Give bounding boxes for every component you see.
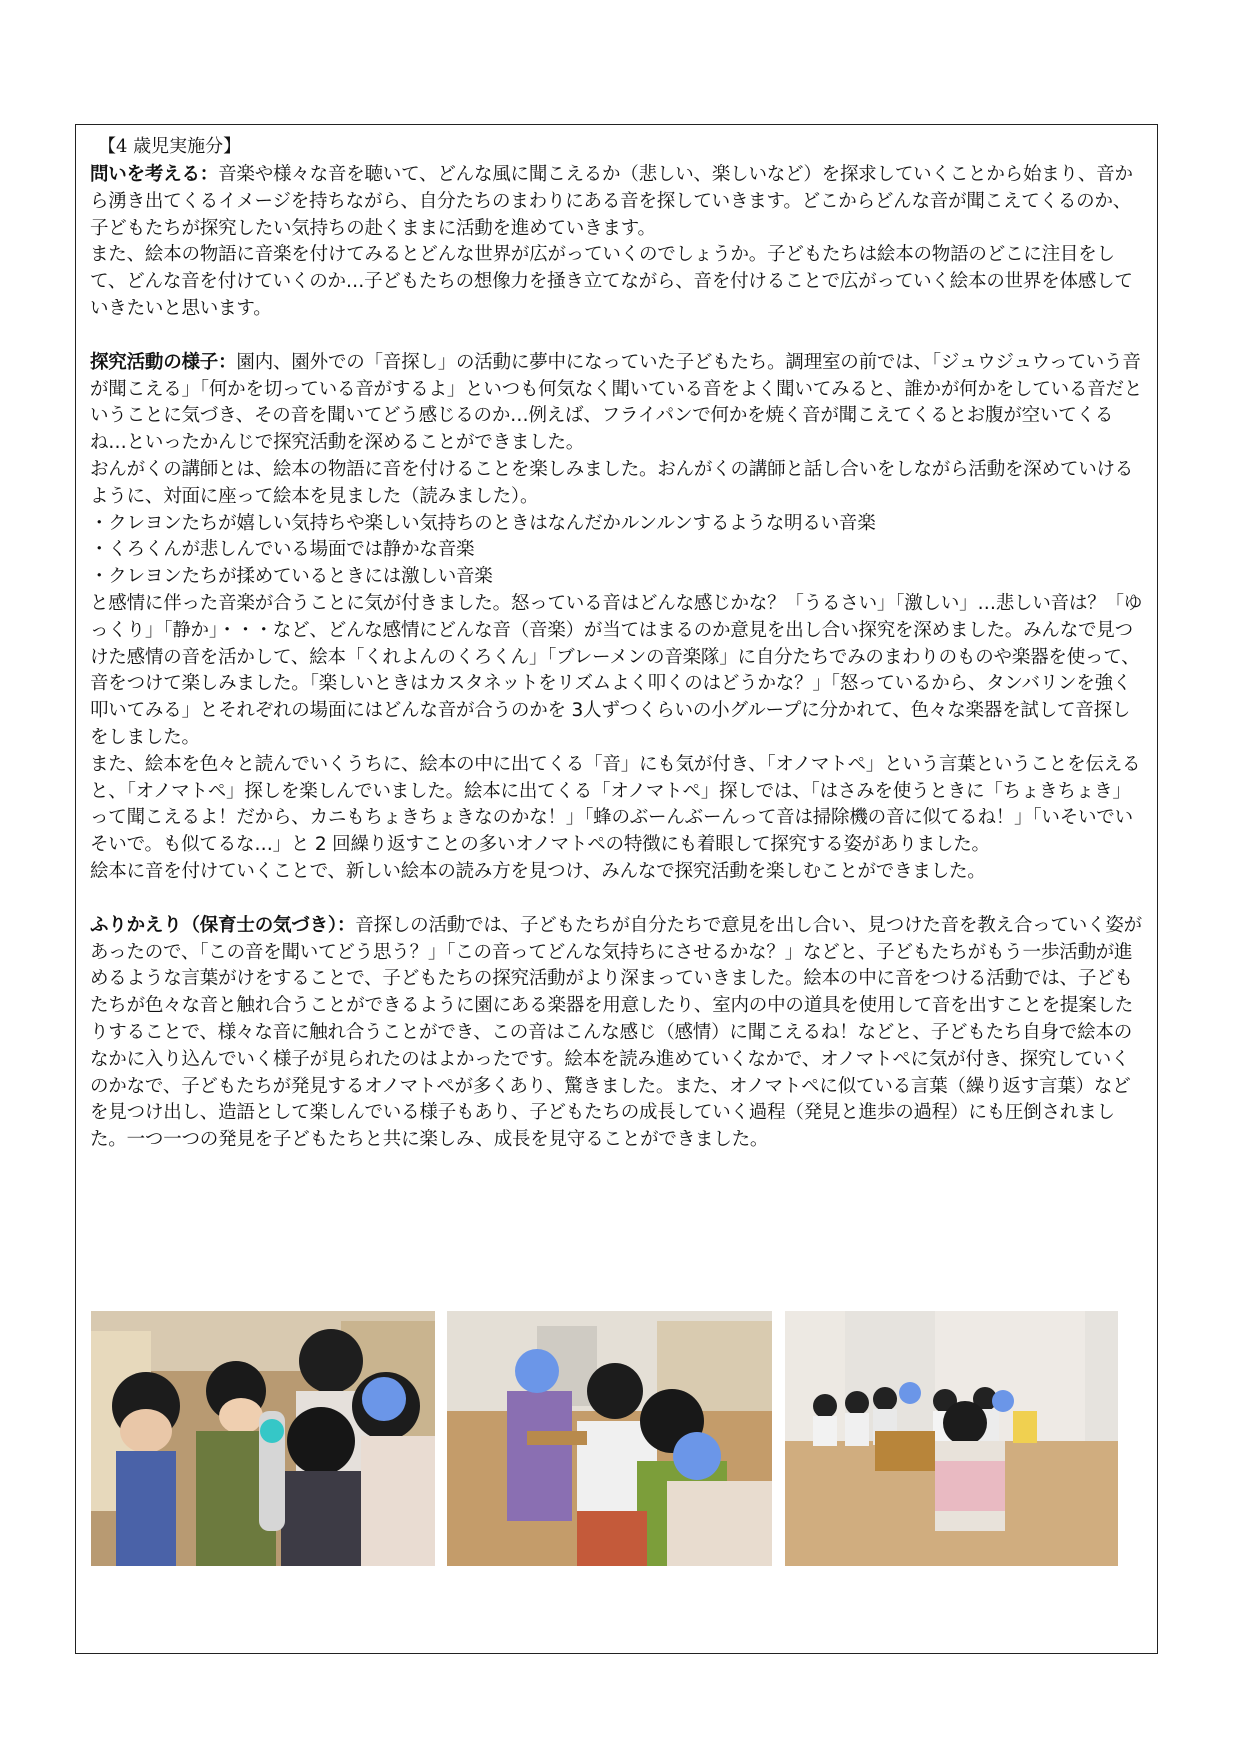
paragraph: また、絵本を色々と読んでいくうちに、絵本の中に出てくる「音」にも気が付き、「オノマトペ」という言葉ということを伝えると、「オノマトペ」探しを楽しんでいました。絵本に出てくる「オノマトペ」探しでは、「はさみを使うときに「ちょきちょき」って聞こえるよ！だから、カニもちょきちょきなのかな！」「蜂のぶーんぶーんって音は掃除機の音に似てるね！」「いそいでいそいで。も似てるな…」と 2 回繰り返すことの多いオノマトペの特徴にも着眼して探究する姿がありました。: [90, 753, 1141, 856]
section-title-reflection: ふりかえり（保育士の気づき）：: [90, 914, 356, 936]
report-content: [90, 134, 1144, 1154]
privacy-blur-icon: [362, 1377, 406, 1421]
paragraph: おんがくの講師とは、絵本の物語に音を付けることを楽しみました。おんがくの講師と話し合いをしながら活動を深めていけるように、対面に座って絵本を見ました（読みました）。: [90, 458, 1134, 507]
paragraph: と感情に伴った音楽が合うことに気が付きました。怒っている音はどんな感じかな？「うるさい」「激しい」…悲しい音は？「ゆっくり」「静か」・・・など、どんな感情にどんな音（音楽）が当てはまるのか意見を出し合い探究を深めました。みんなで見つけた感情の音を活かして、絵本「くれよんのくろくん」「ブレーメンの音楽隊」に自分たちでみのまわりのものや楽器を使って、音をつけて楽しみました。「楽しいときはカスタネットをリズムよく叩くのはどうかな？」「怒っているから、タンバリンを強く叩いてみる」とそれぞれの場面にはどんな音が合うのかを 3人ずつくらいの小グループに分かれて、色々な楽器を試して音探しをしました。: [90, 592, 1143, 748]
paragraph: 園内、園外での「音探し」の活動に夢中になっていた子どもたち。調理室の前では、「ジュウジュウっていう音が聞こえる」「何かを切っている音がするよ」といつも何気なく聞いている音をよく聞いてみると、誰かが何かをしている音だということに気づき、その音を聞いてどう感じるのか…例えば、フライパンで何かを焼く音が聞こえてくるとお腹が空いてくるね…といったかんじで探究活動を深めることができました。: [90, 351, 1143, 454]
photo-teacher-reading-picture-book: [785, 1311, 1118, 1566]
photo-row: [0, 1311, 1241, 1571]
list-item: ・クレヨンたちが揉めているときには激しい音楽: [90, 566, 493, 588]
paragraph: 音楽や様々な音を聴いて、どんな風に聞こえるか（悲しい、楽しいなど）を探求していくことから始まり、音から湧き出てくるイメージを持ちながら、自分たちのまわりにある音を探していきます。どこからどんな音が聞こえてくるのか、子どもたちが探究したい気持ちの赴くままに活動を進めていきます。: [90, 164, 1133, 239]
privacy-blur-icon: [899, 1382, 921, 1404]
privacy-blur-icon: [673, 1432, 721, 1480]
section-reflection: [90, 913, 1144, 1154]
section-activity: [90, 350, 1144, 886]
section-question: [90, 162, 1144, 323]
privacy-blur-icon: [515, 1349, 559, 1393]
section-label: 【4 歳児実施分】: [98, 136, 242, 157]
paragraph: また、絵本の物語に音楽を付けてみるとどんな世界が広がっていくのでしょうか。子どもたちは絵本の物語のどこに注目をして、どんな音を付けていくのか…子どもたちの想像力を掻き立てながら、音を付けることで広がっていく絵本の世界を体感していきたいと思います。: [90, 244, 1133, 319]
photo-children-playing-instruments: [447, 1311, 772, 1566]
photo-children-exploring-sound: [91, 1311, 435, 1566]
list-item: ・くろくんが悲しんでいる場面では静かな音楽: [90, 539, 475, 561]
paragraph: 音探しの活動では、子どもたちが自分たちで意見を出し合い、見つけた音を教え合っていく姿があったので、「この音を聞いてどう思う？」「この音ってどんな気持ちにさせるかな？」などと、子どもたちがもう一歩活動が進めるような言葉がけをすることで、子どもたちの探究活動がより深まっていきました。絵本の中に音をつける活動では、子どもたちが色々な音と触れ合うことができるように園にある楽器を用意したり、室内の中の道具を使用して音を出すことを提案したりすることで、様々な音に触れ合うことができ、この音はこんな感じ（感情）に聞こえるね！などと、子どもたち自身で絵本のなかに入り込んでいく様子が見られたのはよかったです。絵本を読み進めていくなかで、オノマトペに気が付き、探究していくのかなで、子どもたちが発見するオノマトペが多くあり、驚きました。また、オノマトペに似ている言葉（繰り返す言葉）などを見つけ出し、造語として楽しんでいる様子もあり、子どもたちの成長していく過程（発見と進歩の過程）にも圧倒されました。一つ一つの発見を子どもたちと共に楽しみ、成長を見守ることができました。: [90, 914, 1142, 1151]
section-title-activity: 探究活動の様子：: [90, 351, 237, 373]
privacy-blur-icon: [992, 1390, 1014, 1412]
paragraph: 絵本に音を付けていくことで、新しい絵本の読み方を見つけ、みんなで探究活動を楽しむことができました。: [90, 860, 986, 882]
section-title-question: 問いを考える：: [90, 164, 219, 185]
list-item: ・クレヨンたちが嬉しい気持ちや楽しい気持ちのときはなんだかルンルンするような明るい音楽: [90, 512, 876, 534]
